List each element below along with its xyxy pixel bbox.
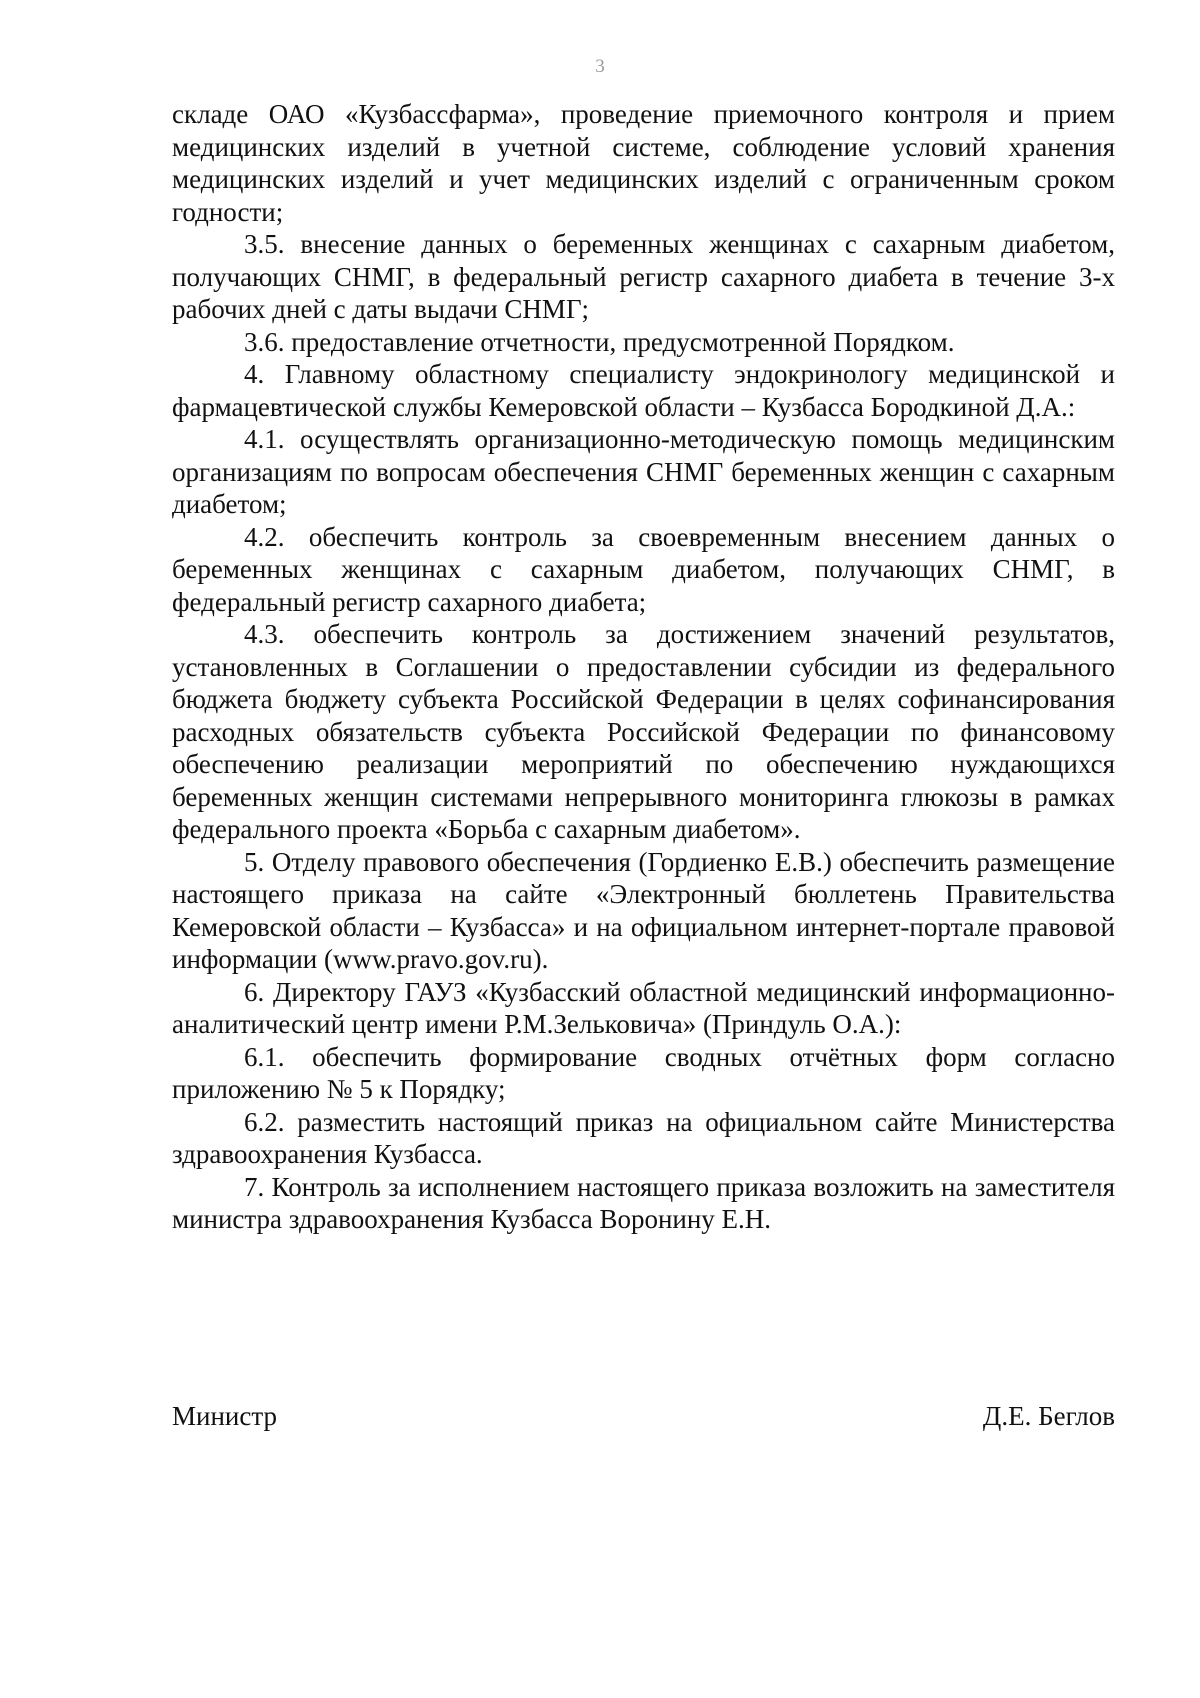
signatory-position: Министр xyxy=(172,1401,277,1431)
document-body xyxy=(172,98,1115,1236)
signature-block xyxy=(172,1400,1115,1433)
signatory-name: Д.Е. Беглов xyxy=(982,1401,1115,1431)
paragraph-continuation: складе ОАО «Кузбассфарма», проведение приемочного контроля и прием медицинских изделий в учетной системе, соблюдение условий хранения медицинских изделий и учет медицинских изделий с ограниченным сроком годности; xyxy=(172,99,1115,227)
paragraph-4: 4. Главному областному специалисту эндокринологу медицинской и фармацевтической службы Кемеровской области – Кузбасса Бородкиной Д.А.: xyxy=(172,359,1115,422)
paragraph-3-5: 3.5. внесение данных о беременных женщинах с сахарным диабетом, получающих СНМГ, в федеральный регистр сахарного диабета в течение 3-х рабочих дней с даты выдачи СНМГ; xyxy=(172,229,1115,324)
paragraph-6-2: 6.2. разместить настоящий приказ на официальном сайте Министерства здравоохранения Кузбасса. xyxy=(172,1106,1115,1169)
paragraph-4-1: 4.1. осуществлять организационно-методическую помощь медицинским организациям по вопросам обеспечения СНМГ беременных женщин с сахарным диабетом; xyxy=(172,424,1115,519)
paragraph-6-1: 6.1. обеспечить формирование сводных отчётных форм согласно приложению № 5 к Порядку; xyxy=(172,1041,1115,1104)
paragraph-4-3: 4.3. обеспечить контроль за достижением значений результатов, установленных в Соглашении о предоставлении субсидии из федерального бюджета бюджету субъекта Российской Федерации в целях софинансирования расходных обязательств субъекта Российской Федерации по финансовому обеспечению реализации мероприятий по обеспечению нуждающихся беременных женщин системами непрерывного мониторинга глюкозы в рамках федерального проекта «Борьба с сахарным диабетом». xyxy=(172,619,1115,844)
paragraph-7: 7. Контроль за исполнением настоящего приказа возложить на заместителя министра здравоохранения Кузбасса Воронину Е.Н. xyxy=(172,1171,1115,1234)
paragraph-5: 5. Отделу правового обеспечения (Гордиенко Е.В.) обеспечить размещение настоящего приказа на сайте «Электронный бюллетень Правительства Кемеровской области – Кузбасса» и на официальном интернет-портале правовой информации (www.pravo.gov.ru). xyxy=(172,846,1115,974)
paragraph-3-6: 3.6. предоставление отчетности, предусмотренной Порядком. xyxy=(244,326,955,357)
paragraph-4-2: 4.2. обеспечить контроль за своевременным внесением данных о беременных женщинах с сахарным диабетом, получающих СНМГ, в федеральный регистр сахарного диабета; xyxy=(172,521,1115,617)
page-number: 3 xyxy=(595,56,605,77)
paragraph-6: 6. Директору ГАУЗ «Кузбасский областной медицинский информационно-аналитический центр имени Р.М.Зельковича» (Приндуль О.А.): xyxy=(172,976,1115,1039)
